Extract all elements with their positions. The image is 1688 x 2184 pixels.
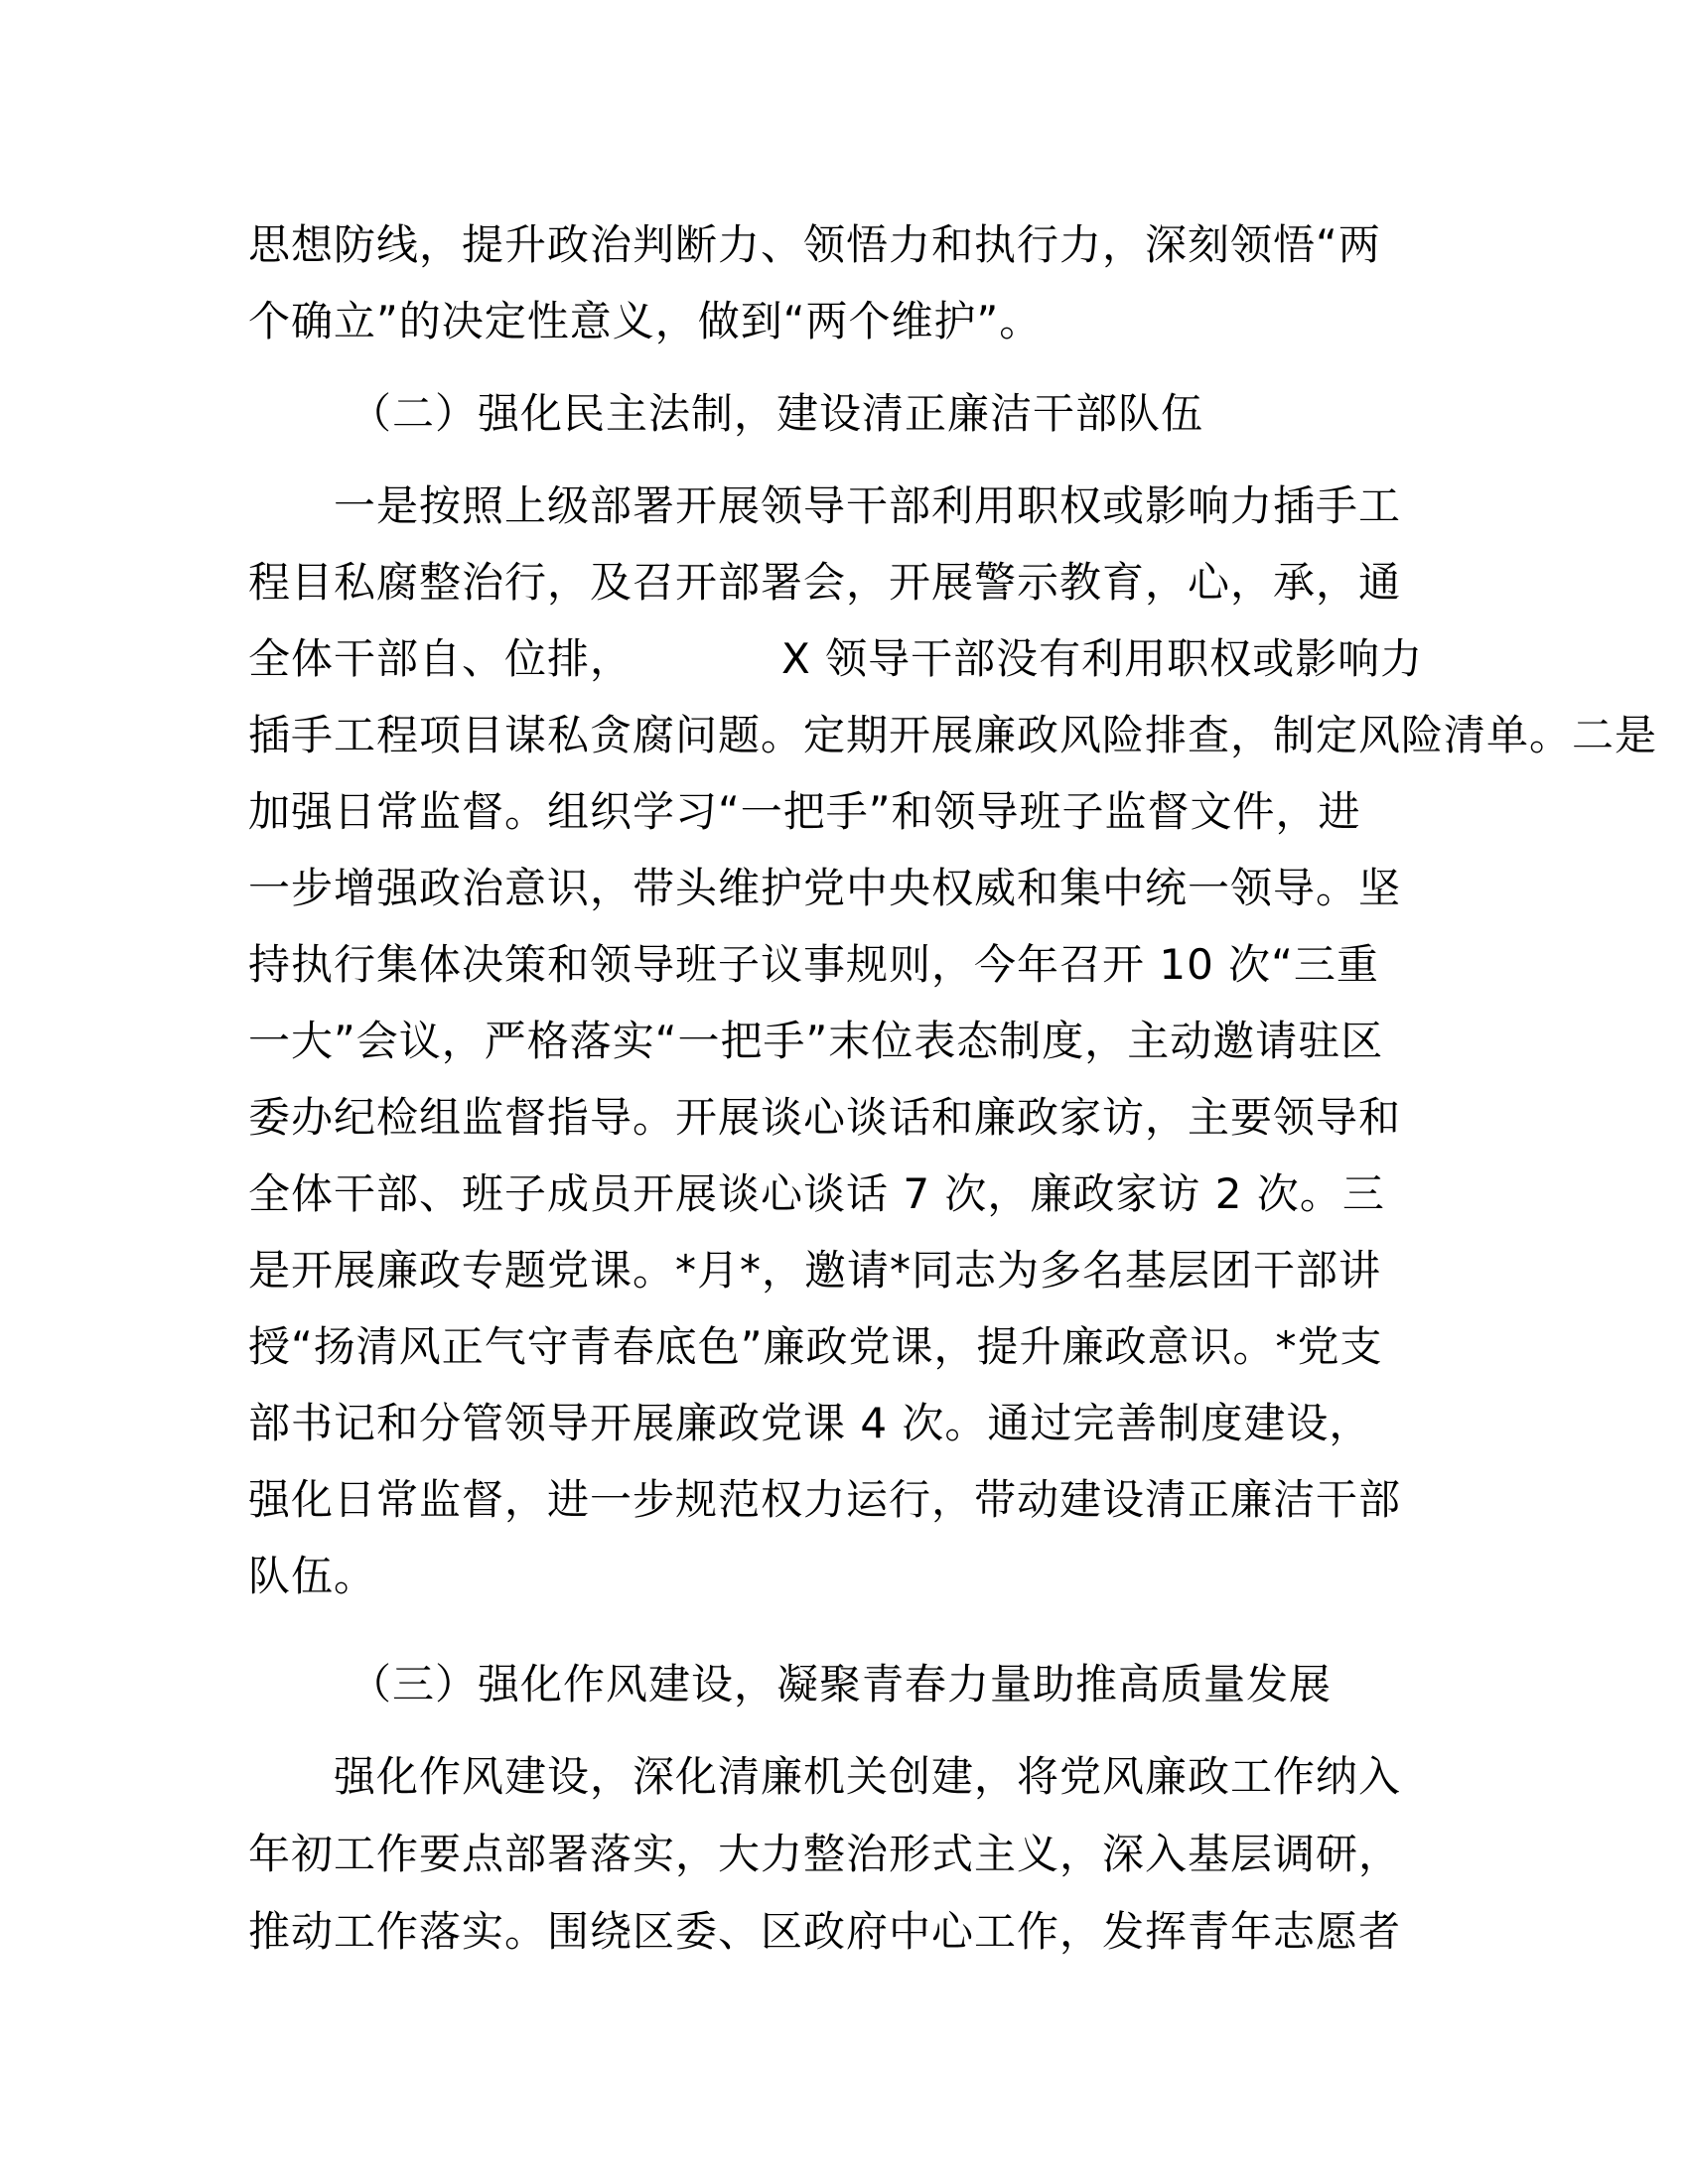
body-text-line: 插手工程项目谋私贪腐问题。定期开展廉政风险排查，制定风险清单。二是	[248, 711, 1658, 759]
body-text-line	[248, 631, 1423, 687]
paragraph-first-line: 一是按照上级部署开展领导干部利用职权或影响力插手工	[334, 481, 1402, 530]
body-text-line: 强化日常监督，进一步规范权力运行，带动建设清正廉洁干部	[248, 1475, 1402, 1524]
body-text-line: 是开展廉政专题党课。*月*，邀请*同志为多名基层团干部讲	[248, 1246, 1382, 1295]
body-text-line: 年初工作要点部署落实，大力整治形式主义，深入基层调研，	[248, 1830, 1402, 1878]
body-text-line: 队伍。	[248, 1552, 377, 1600]
body-text-line: 持执行集体决策和领导班子议事规则，今年召开 10 次“三重	[248, 940, 1379, 989]
body-text-line: 一大”会议，严格落实“一把手”末位表态制度，主动邀请驻区	[248, 1017, 1384, 1065]
body-text-line: 思想防线，提升政治判断力、领悟力和执行力，深刻领悟“两	[248, 220, 1381, 269]
body-text-line: 个确立”的决定性意义，做到“两个维护”。	[248, 297, 1043, 345]
body-text-line: 加强日常监督。组织学习“一把手”和领导班子监督文件，进	[248, 787, 1361, 836]
body-text-line: 委办纪检组监督指导。开展谈心谈话和廉政家访，主要领导和	[248, 1093, 1402, 1142]
body-text-line: 推动工作落实。围绕区委、区政府中心工作，发挥青年志愿者	[248, 1907, 1402, 1956]
body-text-segment: X 领导干部没有利用职权或影响力	[781, 634, 1424, 683]
body-text-line: 授“扬清风正气守青春底色”廉政党课，提升廉政意识。*党支	[248, 1322, 1383, 1371]
body-text-line: 程目私腐整治行，及召开部署会，开展警示教育，心，承，通	[248, 558, 1402, 607]
paragraph-first-line: 强化作风建设，深化清廉机关创建，将党风廉政工作纳入	[334, 1752, 1402, 1801]
body-text-segment: 全体干部自、位排，	[248, 634, 633, 683]
body-text-line: 全体干部、班子成员开展谈心谈话 7 次，廉政家访 2 次。三	[248, 1169, 1385, 1218]
section-heading-2: （二）强化民主法制，建设清正廉洁干部队伍	[350, 389, 1204, 438]
body-text-line: 部书记和分管领导开展廉政党课 4 次。通过完善制度建设，	[248, 1399, 1372, 1447]
section-heading-3: （三）强化作风建设，凝聚青春力量助推高质量发展	[350, 1660, 1333, 1708]
body-text-line: 一步增强政治意识，带头维护党中央权威和集中统一领导。坚	[248, 864, 1402, 912]
